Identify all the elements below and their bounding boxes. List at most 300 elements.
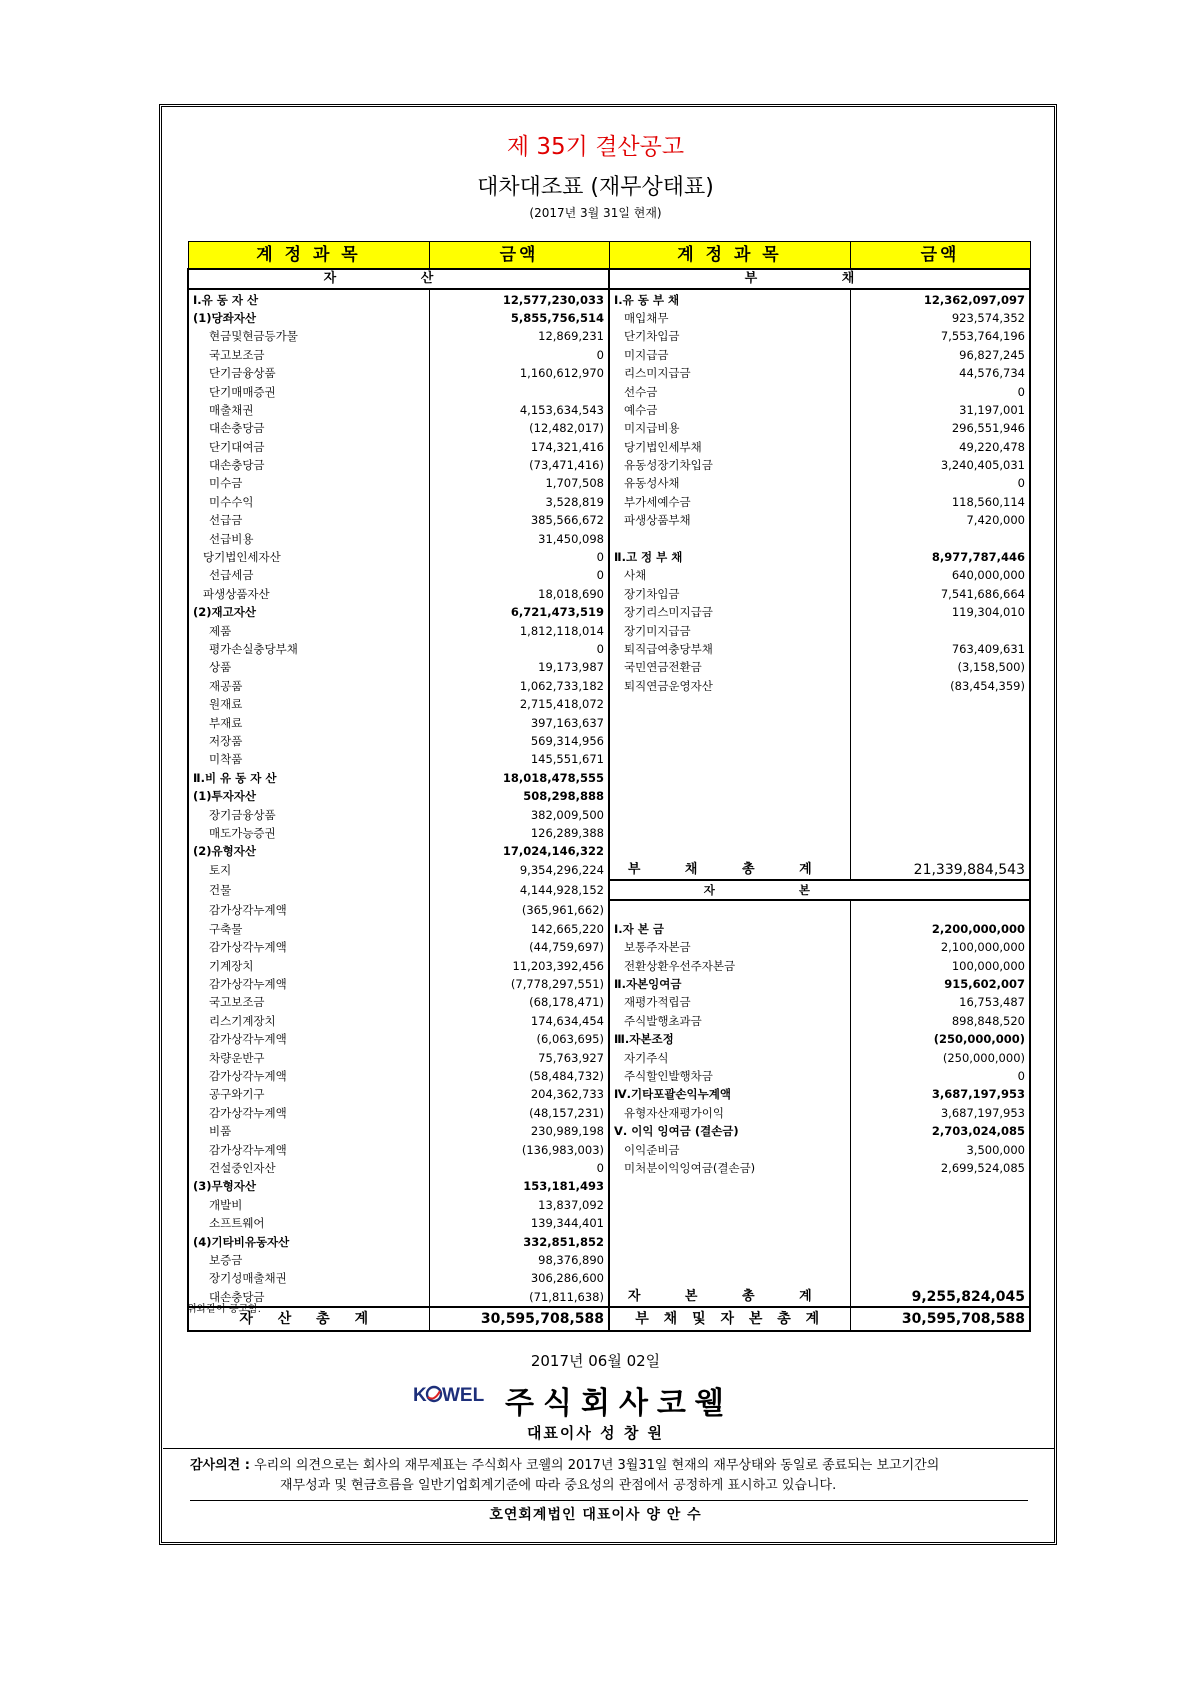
- liab-equity-account: 유동성사채: [624, 476, 680, 491]
- asset-amount: 174,321,416: [429, 438, 609, 456]
- table-row: [188, 438, 1030, 456]
- svg-text:K: K: [413, 1385, 428, 1406]
- asset-amount: 5,855,756,514: [429, 309, 609, 327]
- asset-amount: 139,344,401: [429, 1214, 609, 1232]
- table-row: [188, 658, 1030, 676]
- liab-equity-account: [609, 1196, 850, 1214]
- liab-equity-amount: 3,687,197,953: [850, 1104, 1030, 1122]
- table-row: [188, 1030, 1030, 1048]
- table-row: [188, 419, 1030, 437]
- table-row: [188, 1140, 1030, 1158]
- asset-amount: 2,715,418,072: [429, 695, 609, 713]
- asset-amount: (48,157,231): [429, 1104, 609, 1122]
- table-row: [188, 1214, 1030, 1232]
- document-title: 대차대조표 (재무상태표): [477, 175, 714, 200]
- table-row: [188, 880, 1030, 900]
- liab-equity-amount: [850, 824, 1030, 842]
- asset-account: 장기금융상품: [188, 805, 429, 823]
- total-liabilities-equity-label: 부 채 및 자 본 총 계: [609, 1307, 850, 1331]
- table-row: [188, 1012, 1030, 1030]
- audit-text-2: 재무성과 및 현금흐름을 일반기업회계기준에 따라 중요성의 관점에서 공정하게 표시하고 있습니다.: [280, 1478, 837, 1493]
- liab-equity-account: Ⅳ.기타포괄손익누계액: [614, 1087, 731, 1102]
- asset-amount: 3,528,819: [429, 493, 609, 511]
- liab-equity-account: 예수금: [624, 402, 658, 417]
- liab-equity-account: 퇴직연금운영자산: [624, 678, 713, 693]
- table-row: [188, 640, 1030, 658]
- liab-equity-account: [609, 1269, 850, 1287]
- asset-amount: 332,851,852: [429, 1232, 609, 1250]
- liab-equity-amount: 3,500,000: [850, 1140, 1030, 1158]
- ceo-name: 대표이사 성 창 원: [526, 1424, 665, 1442]
- liab-equity-amount: [850, 842, 1030, 860]
- liab-equity-account: 자기주식: [624, 1050, 669, 1065]
- table-row: [188, 511, 1030, 529]
- section-assets: 자 산: [188, 269, 609, 289]
- liab-equity-amount: 12,362,097,097: [850, 289, 1030, 308]
- asset-account: (4)기타비유동자산: [188, 1232, 429, 1250]
- asset-account: 기계장치: [188, 956, 429, 974]
- liab-equity-amount: 8,977,787,446: [850, 548, 1030, 566]
- table-row: [188, 861, 1030, 880]
- liab-equity-account: 유형자산재평가이익: [624, 1105, 724, 1120]
- asset-amount: (365,961,662): [429, 900, 609, 919]
- asset-account: (1)당좌자산: [188, 309, 429, 327]
- asset-account: 차량운반구: [188, 1048, 429, 1066]
- audit-opinion: [190, 1456, 1040, 1496]
- liab-equity-account: 유동성장기차입금: [624, 458, 713, 473]
- asset-amount: (7,778,297,551): [429, 975, 609, 993]
- liab-equity-account: 이익준비금: [624, 1142, 680, 1157]
- table-row: [188, 805, 1030, 823]
- liab-equity-amount: [850, 787, 1030, 805]
- asset-amount: (58,484,732): [429, 1067, 609, 1085]
- liab-equity-account: Ⅴ. 이익 잉여금 (결손금): [614, 1124, 739, 1139]
- table-row: [188, 1287, 1030, 1306]
- asset-account: 원재료: [188, 695, 429, 713]
- liab-equity-amount: 49,220,478: [850, 438, 1030, 456]
- asset-account: 토지: [188, 861, 429, 880]
- liab-equity-amount: [850, 900, 1030, 919]
- liab-equity-account: 국민연금전환금: [624, 660, 702, 675]
- liab-equity-account: [609, 1251, 850, 1269]
- liab-equity-amount: [850, 769, 1030, 787]
- liab-equity-account: [609, 529, 850, 547]
- liab-equity-amount: 923,574,352: [850, 309, 1030, 327]
- table-row: [188, 993, 1030, 1011]
- liab-equity-account: 퇴직급여충당부채: [624, 642, 713, 656]
- liab-equity-amount: [850, 750, 1030, 768]
- table-row: [188, 603, 1030, 621]
- table-row: [188, 585, 1030, 603]
- liab-equity-amount: 16,753,487: [850, 993, 1030, 1011]
- table-row: [188, 938, 1030, 956]
- liab-equity-account: [609, 732, 850, 750]
- asset-account: 재공품: [188, 677, 429, 695]
- asset-account: 건물: [188, 880, 429, 900]
- asset-amount: 0: [429, 1159, 609, 1177]
- liab-equity-account: 재평가적립금: [624, 995, 691, 1010]
- liab-equity-amount: [850, 1177, 1030, 1195]
- table-row: [188, 364, 1030, 382]
- liab-equity-amount: [850, 880, 1030, 900]
- asset-amount: 31,450,098: [429, 529, 609, 547]
- kowel-logo: [413, 1380, 495, 1410]
- svg-text:WEL: WEL: [442, 1385, 485, 1406]
- table-row: [188, 750, 1030, 768]
- header-account-left: 계 정 과 목: [188, 242, 429, 270]
- table-row: [188, 732, 1030, 750]
- asset-account: 미착품: [188, 750, 429, 768]
- asset-amount: 98,376,890: [429, 1251, 609, 1269]
- asset-account: (2)재고자산: [188, 603, 429, 621]
- table-row: [188, 566, 1030, 584]
- liab-equity-account: [609, 824, 850, 842]
- asset-account: 대손충당금: [188, 1287, 429, 1306]
- table-row: [188, 309, 1030, 327]
- section-equity: 자 본: [609, 880, 850, 900]
- liab-equity-amount: 2,699,524,085: [850, 1159, 1030, 1177]
- section-row: [188, 269, 1030, 289]
- liab-equity-amount: 7,541,686,664: [850, 585, 1030, 603]
- liab-equity-account: 사채: [624, 568, 647, 583]
- asset-account: 상품: [188, 658, 429, 676]
- header-account-right: 계 정 과 목: [609, 242, 850, 270]
- asset-amount: (44,759,697): [429, 938, 609, 956]
- auditor-signature: 호연회계법인 대표이사 양 안 수: [489, 1507, 702, 1523]
- liab-equity-amount: 2,200,000,000: [850, 920, 1030, 938]
- liab-equity-account: Ⅱ.자본잉여금: [614, 977, 682, 992]
- asset-amount: (12,482,017): [429, 419, 609, 437]
- table-row: [188, 346, 1030, 364]
- asset-account: 단기금융상품: [188, 364, 429, 382]
- table-row: [188, 1067, 1030, 1085]
- asset-amount: 1,707,508: [429, 474, 609, 492]
- asset-account: 개발비: [188, 1196, 429, 1214]
- asset-account: 당기법인세자산: [188, 548, 429, 566]
- asset-amount: 204,362,733: [429, 1085, 609, 1103]
- liab-equity-amount: [850, 1251, 1030, 1269]
- table-row: [188, 956, 1030, 974]
- liab-equity-amount: 7,553,764,196: [850, 327, 1030, 345]
- asset-account: Ⅱ.비 유 동 자 산: [188, 769, 429, 787]
- liab-equity-account: Ⅱ.고 정 부 채: [614, 550, 683, 565]
- header-amount-right: 금액: [850, 242, 1030, 270]
- total-liabilities-equity-value: 30,595,708,588: [850, 1307, 1030, 1331]
- asset-account: 미수금: [188, 474, 429, 492]
- asset-amount: 1,160,612,970: [429, 364, 609, 382]
- asset-account: 단기대여금: [188, 438, 429, 456]
- liab-equity-amount: [850, 1232, 1030, 1250]
- as-of-date: (2017년 3월 31일 현재): [529, 206, 662, 220]
- liab-equity-account: 매입채무: [624, 310, 669, 325]
- table-row: [188, 842, 1030, 860]
- notice-footnote: 위와같이 공고함.: [187, 1304, 261, 1315]
- asset-amount: 4,153,634,543: [429, 401, 609, 419]
- table-row: [188, 1085, 1030, 1103]
- asset-account: 평가손실충당부채: [188, 640, 429, 658]
- audit-text-1: 우리의 의견으로는 회사의 재무제표는 주식회사 코웰의 2017년 3월31일 현재의 재무상태와 동일로 종료되는 보고기간의: [249, 1458, 940, 1473]
- asset-amount: (73,471,416): [429, 456, 609, 474]
- table-row: [188, 1159, 1030, 1177]
- table-row: [188, 456, 1030, 474]
- asset-account: 선급세금: [188, 566, 429, 584]
- liab-equity-account: 미지급금: [624, 347, 669, 362]
- liab-equity-account: [609, 842, 850, 860]
- liab-equity-account: Ⅰ.유 동 부 채: [614, 292, 680, 307]
- liab-equity-account: 선수금: [624, 384, 658, 399]
- liab-equity-amount: 118,560,114: [850, 493, 1030, 511]
- asset-amount: 12,869,231: [429, 327, 609, 345]
- asset-amount: (136,983,003): [429, 1140, 609, 1158]
- table-row: [188, 1251, 1030, 1269]
- liab-equity-account: Ⅰ.자 본 금: [614, 921, 664, 936]
- asset-amount: 75,763,927: [429, 1048, 609, 1066]
- liab-equity-account: [609, 769, 850, 787]
- liab-equity-account: 미처분이익잉여금(결손금): [624, 1160, 756, 1175]
- asset-amount: 13,837,092: [429, 1196, 609, 1214]
- asset-amount: 12,577,230,033: [429, 289, 609, 308]
- liab-equity-amount: (250,000,000): [850, 1030, 1030, 1048]
- asset-account: 제품: [188, 621, 429, 639]
- asset-amount: [429, 382, 609, 400]
- table-row: [188, 493, 1030, 511]
- asset-amount: 153,181,493: [429, 1177, 609, 1195]
- table-header-row: [188, 242, 1030, 270]
- asset-account: 부재료: [188, 713, 429, 731]
- table-row: [188, 1232, 1030, 1250]
- liab-equity-amount: [850, 805, 1030, 823]
- totals-row: [188, 1307, 1030, 1331]
- asset-amount: 4,144,928,152: [429, 880, 609, 900]
- liab-equity-account: 보통주자본금: [624, 940, 691, 955]
- asset-account: 대손충당금: [188, 419, 429, 437]
- liab-equity-amount: 100,000,000: [850, 956, 1030, 974]
- table-row: [188, 713, 1030, 731]
- table-row: [188, 769, 1030, 787]
- asset-amount: 17,024,146,322: [429, 842, 609, 860]
- asset-account: 파생상품자산: [188, 585, 429, 603]
- table-row: [188, 529, 1030, 547]
- table-row: [188, 382, 1030, 400]
- table-row: [188, 1269, 1030, 1287]
- liab-equity-amount: 31,197,001: [850, 401, 1030, 419]
- asset-amount: 18,018,478,555: [429, 769, 609, 787]
- asset-amount: 0: [429, 640, 609, 658]
- asset-amount: 385,566,672: [429, 511, 609, 529]
- liab-equity-account: Ⅲ.자본조정: [614, 1032, 674, 1047]
- liab-equity-amount: (250,000,000): [850, 1048, 1030, 1066]
- total-assets-label: 자 산 총 계: [188, 1307, 429, 1331]
- asset-amount: 126,289,388: [429, 824, 609, 842]
- liab-equity-amount: 2,703,024,085: [850, 1122, 1030, 1140]
- asset-account: (2)유형자산: [188, 842, 429, 860]
- liab-equity-amount: 96,827,245: [850, 346, 1030, 364]
- asset-account: 국고보조금: [188, 346, 429, 364]
- audit-divider-top: [163, 1448, 1055, 1449]
- asset-account: 감가상각누계액: [188, 1104, 429, 1122]
- liab-equity-account: 주식발행초과금: [624, 1013, 702, 1028]
- asset-account: 단기매매증권: [188, 382, 429, 400]
- asset-amount: 306,286,600: [429, 1269, 609, 1287]
- liab-equity-amount: 7,420,000: [850, 511, 1030, 529]
- asset-account: 미수수익: [188, 493, 429, 511]
- liab-equity-amount: [850, 1214, 1030, 1232]
- table-row: [188, 975, 1030, 993]
- table-row: [188, 548, 1030, 566]
- liab-equity-account: 단기차입금: [624, 329, 680, 344]
- asset-account: 국고보조금: [188, 993, 429, 1011]
- asset-amount: (6,063,695): [429, 1030, 609, 1048]
- liab-equity-account: [609, 750, 850, 768]
- publication-date: 2017년 06월 02일: [530, 1352, 661, 1370]
- asset-amount: 0: [429, 346, 609, 364]
- asset-account: 매도가능증권: [188, 824, 429, 842]
- asset-amount: 1,812,118,014: [429, 621, 609, 639]
- liab-equity-amount: [850, 732, 1030, 750]
- liab-equity-amount: [850, 621, 1030, 639]
- liab-equity-amount: 0: [850, 474, 1030, 492]
- liab-equity-amount: 21,339,884,543: [850, 861, 1030, 880]
- liab-equity-account: [609, 1214, 850, 1232]
- asset-account: (1)투자자산: [188, 787, 429, 805]
- liab-equity-amount: 3,687,197,953: [850, 1085, 1030, 1103]
- liab-equity-amount: 44,576,734: [850, 364, 1030, 382]
- asset-amount: (71,811,638): [429, 1287, 609, 1306]
- table-row: [188, 1177, 1030, 1195]
- asset-amount: 18,018,690: [429, 585, 609, 603]
- liab-equity-amount: 296,551,946: [850, 419, 1030, 437]
- table-row: [188, 695, 1030, 713]
- liab-equity-account: 당기법인세부채: [624, 439, 702, 454]
- liab-equity-amount: [850, 529, 1030, 547]
- asset-amount: 11,203,392,456: [429, 956, 609, 974]
- asset-account: 감가상각누계액: [188, 1030, 429, 1048]
- asset-amount: 19,173,987: [429, 658, 609, 676]
- liab-equity-account: 주식할인발행차금: [624, 1068, 713, 1083]
- asset-amount: 145,551,671: [429, 750, 609, 768]
- table-row: [188, 289, 1030, 308]
- asset-account: 선급금: [188, 511, 429, 529]
- asset-account: 리스기계장치: [188, 1012, 429, 1030]
- table-row: [188, 920, 1030, 938]
- liab-equity-account: [609, 805, 850, 823]
- asset-amount: 6,721,473,519: [429, 603, 609, 621]
- asset-amount: 0: [429, 548, 609, 566]
- table-row: [188, 1104, 1030, 1122]
- asset-account: 저장품: [188, 732, 429, 750]
- asset-account: Ⅰ.유 동 자 산: [188, 289, 429, 308]
- liab-equity-amount: (3,158,500): [850, 658, 1030, 676]
- header-amount-left: 금액: [429, 242, 609, 270]
- asset-account: 감가상각누계액: [188, 1067, 429, 1085]
- total-assets-value: 30,595,708,588: [429, 1307, 609, 1331]
- audit-divider-bottom: [190, 1500, 1028, 1501]
- asset-account: (3)무형자산: [188, 1177, 429, 1195]
- table-row: [188, 900, 1030, 919]
- liab-equity-amount: 898,848,520: [850, 1012, 1030, 1030]
- asset-amount: (68,178,471): [429, 993, 609, 1011]
- liab-equity-account: 장기리스미지급금: [624, 605, 713, 620]
- asset-amount: 0: [429, 566, 609, 584]
- liab-equity-amount: 0: [850, 1067, 1030, 1085]
- liab-equity-amount: 0: [850, 382, 1030, 400]
- asset-amount: 382,009,500: [429, 805, 609, 823]
- liab-equity-account: 장기미지급금: [624, 623, 691, 638]
- asset-amount: 174,634,454: [429, 1012, 609, 1030]
- table-row: [188, 1196, 1030, 1214]
- asset-account: 대손충당금: [188, 456, 429, 474]
- table-row: [188, 401, 1030, 419]
- asset-account: 선급비용: [188, 529, 429, 547]
- asset-amount: 1,062,733,182: [429, 677, 609, 695]
- liab-equity-account: [609, 695, 850, 713]
- asset-amount: 569,314,956: [429, 732, 609, 750]
- table-row: [188, 621, 1030, 639]
- section-liabilities: 부 채: [609, 269, 1030, 289]
- liab-equity-account: 부 채 총 계: [627, 861, 832, 877]
- balance-sheet-table: [187, 241, 1031, 1332]
- liab-equity-account: 장기차입금: [624, 586, 680, 601]
- asset-account: 비품: [188, 1122, 429, 1140]
- liab-equity-amount: 915,602,007: [850, 975, 1030, 993]
- asset-amount: 230,989,198: [429, 1122, 609, 1140]
- liab-equity-amount: 3,240,405,031: [850, 456, 1030, 474]
- liab-equity-amount: [850, 1269, 1030, 1287]
- notice-title: 제 35기 결산공고: [506, 134, 685, 160]
- liab-equity-account: [609, 1232, 850, 1250]
- liab-equity-amount: 9,255,824,045: [850, 1287, 1030, 1306]
- liab-equity-account: [609, 900, 850, 919]
- table-row: [188, 787, 1030, 805]
- asset-account: 감가상각누계액: [188, 1140, 429, 1158]
- asset-account: 감가상각누계액: [188, 900, 429, 919]
- liab-equity-amount: [850, 695, 1030, 713]
- liab-equity-account: 전환상환우선주자본금: [624, 958, 736, 973]
- liab-equity-account: [609, 1177, 850, 1195]
- liab-equity-amount: (83,454,359): [850, 677, 1030, 695]
- table-row: [188, 677, 1030, 695]
- liab-equity-amount: [850, 1196, 1030, 1214]
- liab-equity-amount: 763,409,631: [850, 640, 1030, 658]
- asset-account: 매출채권: [188, 401, 429, 419]
- asset-account: 구축물: [188, 920, 429, 938]
- liab-equity-account: 부가세예수금: [624, 494, 691, 509]
- table-row: [188, 1048, 1030, 1066]
- liab-equity-amount: [850, 713, 1030, 731]
- liab-equity-account: 리스미지급금: [624, 366, 691, 381]
- table-row: [188, 474, 1030, 492]
- liab-equity-account: [609, 787, 850, 805]
- liab-equity-amount: 119,304,010: [850, 603, 1030, 621]
- liab-equity-amount: 640,000,000: [850, 566, 1030, 584]
- asset-account: 공구와기구: [188, 1085, 429, 1103]
- asset-account: 건설중인자산: [188, 1159, 429, 1177]
- liab-equity-account: 미지급비용: [624, 421, 680, 436]
- table-row: [188, 1122, 1030, 1140]
- liab-equity-account: [609, 713, 850, 731]
- asset-account: 소프트웨어: [188, 1214, 429, 1232]
- asset-account: 감가상각누계액: [188, 938, 429, 956]
- company-name: 주식회사코웰: [505, 1386, 733, 1421]
- asset-amount: 397,163,637: [429, 713, 609, 731]
- liab-equity-account: 파생상품부채: [624, 513, 691, 528]
- asset-account: 장기성매출채권: [188, 1269, 429, 1287]
- asset-amount: 508,298,888: [429, 787, 609, 805]
- asset-amount: 142,665,220: [429, 920, 609, 938]
- liab-equity-amount: 2,100,000,000: [850, 938, 1030, 956]
- table-row: [188, 327, 1030, 345]
- asset-account: 보증금: [188, 1251, 429, 1269]
